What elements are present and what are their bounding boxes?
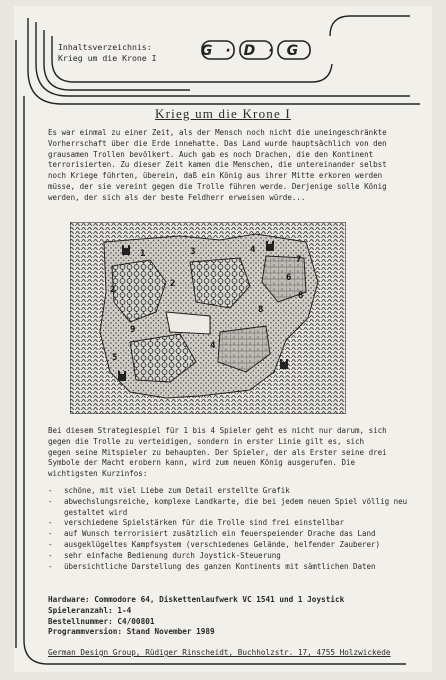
header-contents-label: Inhaltsverzeichnis: (58, 42, 152, 52)
publisher-footer: German Design Group, Rüdiger Rinscheidt, Buchholzstr. 17, 4755 Holzwickede (48, 648, 391, 657)
intro-line: müsse, der sie vereint gegen die Trolle führen werde. Derjenige solle König (48, 181, 387, 191)
map-number: 4 (210, 341, 216, 351)
intro-line: terrorisierten. Zu dieser Zeit kamen die Menschen, die untereinander selbst (48, 160, 387, 170)
map-number: 9 (130, 325, 136, 335)
map-number: 5 (112, 353, 118, 363)
map-number: 8 (258, 305, 264, 315)
spec-players: Spieleranzahl: 1-4 (48, 605, 132, 615)
feature-item: - sehr einfache Bedienung durch Joystick-Steuerung (48, 551, 414, 562)
game-screenshot (70, 222, 346, 414)
map-number: 2 (170, 279, 176, 289)
feature-list (48, 486, 414, 572)
header-block (58, 42, 157, 64)
map-number: 1 (140, 249, 146, 259)
spec-order-number: Bestellnummer: C4/00801 (48, 616, 155, 626)
gdg-logo (200, 38, 312, 62)
intro-line: Vorherrschaft über die Erde innehatte. Das Land wurde hauptsächlich von den (48, 138, 387, 148)
map-number: 6 (286, 273, 292, 283)
header-game-name: Krieg um die Krone I (58, 53, 157, 63)
map-number: 8 (298, 291, 304, 301)
description-line: Symbole der Macht erobern kann, wird zum neuen König ausgerufen. Die (48, 458, 356, 468)
spec-version: Programmversion: Stand November 1989 (48, 627, 215, 637)
map-number: 3 (190, 247, 196, 257)
feature-item: - ausgeklügeltes Kampfsystem (verschiedenes Gelände, helfender Zauberer) (48, 540, 414, 551)
map-number: 2 (110, 285, 116, 295)
intro-line: grausamen Trollen bevölkert. Auch gab es noch Drachen, die den Kontinent (48, 149, 374, 159)
feature-item: - verschiedene Spielstärken für die Trolle sind frei einstellbar (48, 518, 414, 529)
intro-line: werden, der sich als der beste Feldherr erweisen würde... (48, 192, 306, 202)
description-line: gegen seine Mitspieler zu behaupten. Der Spieler, der als Erster seine drei (48, 447, 387, 457)
map-number: 7 (296, 255, 302, 265)
map-number: 4 (250, 245, 256, 255)
feature-item: - übersichtliche Darstellung des ganzen Kontinents mit sämtlichen Daten (48, 562, 414, 573)
description-line: gegen die Trolle zu verteidigen, sondern in erster Linie gilt es, sich (48, 436, 365, 446)
description-paragraph (48, 426, 414, 480)
description-line: Bei diesem Strategiespiel für 1 bis 4 Spieler geht es nicht nur darum, sich (48, 426, 387, 435)
feature-item: - abwechslungsreiche, komplexe Landkarte, die bei jedem neuen Spiel völlig neu gestaltet wird (48, 497, 414, 519)
intro-paragraph (48, 128, 414, 204)
specs-block (48, 595, 344, 638)
feature-item: - schöne, mit viel Liebe zum Detail erstellte Grafik (48, 486, 414, 497)
spec-hardware: Hardware: Commodore 64, Diskettenlaufwerk VC 1541 und 1 Joystick (48, 595, 345, 604)
feature-item: - auf Wunsch terrorisiert zusätzlich ein feuerspeiender Drache das Land (48, 529, 414, 540)
intro-line: noch Kriege führten, überein, daß ein König aus ihrer Mitte erkoren werden (48, 171, 383, 181)
description-line: wichtigsten Kurzinfos: (48, 469, 148, 479)
intro-line: Es war einmal zu einer Zeit, als der Mensch noch nicht die uneingeschränkte (48, 128, 387, 137)
page-title: Krieg um die Krone I (155, 106, 291, 121)
logo-text: G·D·G (200, 43, 312, 59)
